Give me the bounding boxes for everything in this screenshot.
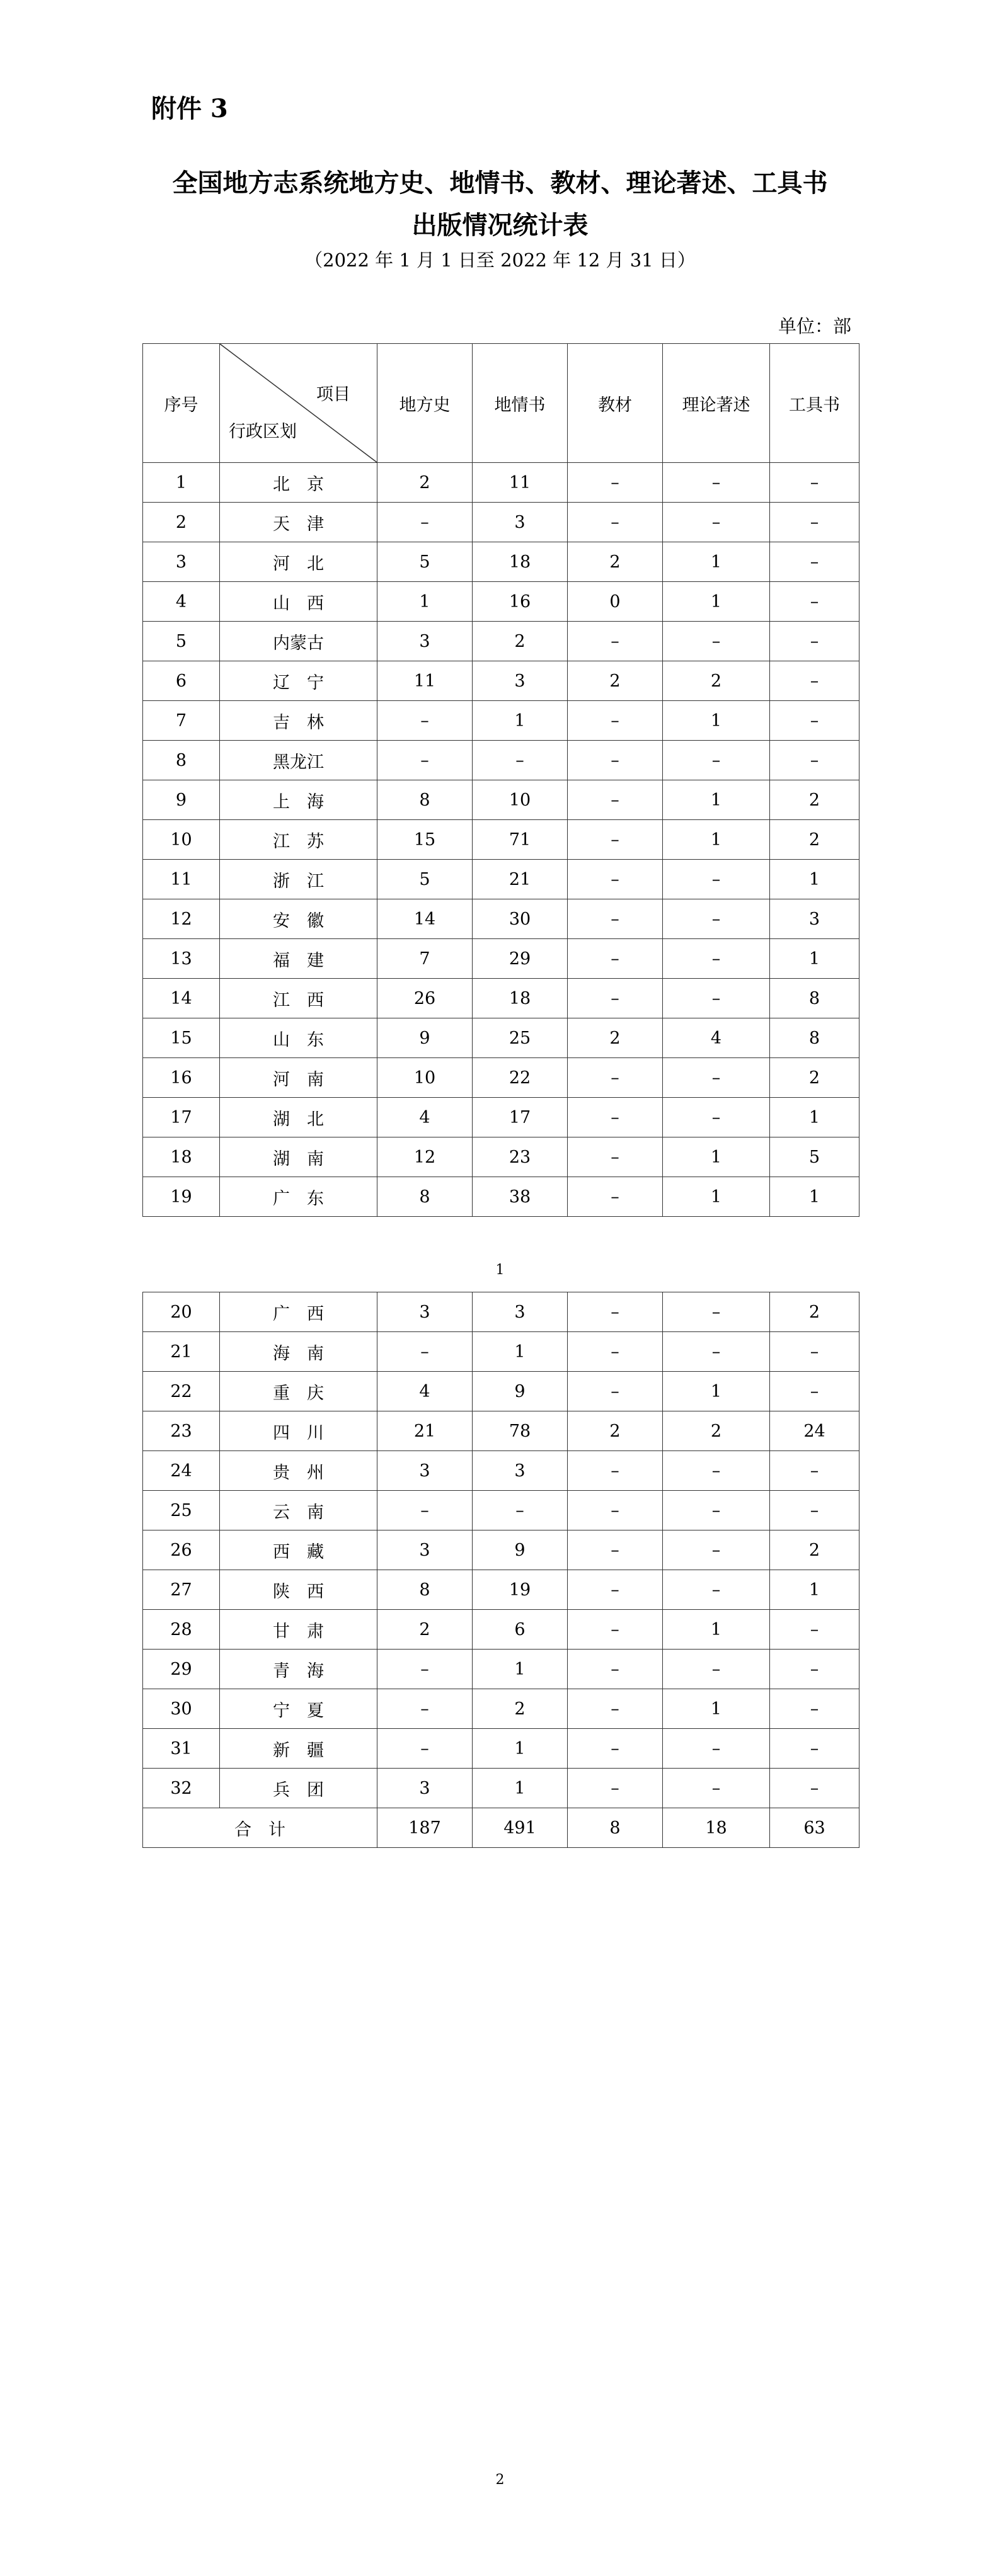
total-cell: 63 <box>770 1808 859 1848</box>
row-seq: 9 <box>143 780 220 820</box>
row-seq: 7 <box>143 701 220 741</box>
row-seq: 24 <box>143 1451 220 1491</box>
cell-theory-works: 2 <box>663 661 770 701</box>
row-region: 内蒙古 <box>220 622 377 661</box>
row-seq: 1 <box>143 463 220 503</box>
row-region: 山 西 <box>220 582 377 622</box>
cell-local-info-books: 38 <box>473 1177 568 1217</box>
row-seq: 13 <box>143 939 220 979</box>
diagonal-line <box>220 344 377 462</box>
row-seq: 23 <box>143 1411 220 1451</box>
row-seq: 6 <box>143 661 220 701</box>
table-row <box>143 463 859 503</box>
cell-local-history: 3 <box>377 1769 473 1808</box>
row-seq: 18 <box>143 1137 220 1177</box>
header-textbooks: 教材 <box>568 344 663 463</box>
cell-theory-works: – <box>663 1769 770 1808</box>
cell-reference-books: – <box>770 1650 859 1689</box>
cell-textbooks: – <box>568 1729 663 1769</box>
cell-local-info-books: 1 <box>473 1769 568 1808</box>
row-seq: 25 <box>143 1491 220 1530</box>
row-region: 安 徽 <box>220 899 377 939</box>
cell-local-info-books: 10 <box>473 780 568 820</box>
cell-textbooks: – <box>568 463 663 503</box>
cell-local-info-books: 6 <box>473 1610 568 1650</box>
row-region: 西 藏 <box>220 1530 377 1570</box>
cell-textbooks: – <box>568 1570 663 1610</box>
row-seq: 30 <box>143 1689 220 1729</box>
row-seq: 20 <box>143 1292 220 1332</box>
row-region: 吉 林 <box>220 701 377 741</box>
cell-theory-works: – <box>663 1729 770 1769</box>
cell-theory-works: – <box>663 1570 770 1610</box>
cell-reference-books: – <box>770 1769 859 1808</box>
cell-textbooks: 2 <box>568 661 663 701</box>
cell-reference-books: 2 <box>770 1530 859 1570</box>
table-row <box>143 1372 859 1411</box>
cell-theory-works: 1 <box>663 820 770 860</box>
row-seq: 32 <box>143 1769 220 1808</box>
cell-textbooks: – <box>568 1098 663 1137</box>
cell-textbooks: – <box>568 1451 663 1491</box>
table-row <box>143 1332 859 1372</box>
cell-theory-works: 1 <box>663 582 770 622</box>
cell-local-history: 3 <box>377 1451 473 1491</box>
cell-local-info-books: – <box>473 1491 568 1530</box>
cell-local-history: 8 <box>377 780 473 820</box>
row-region: 江 西 <box>220 979 377 1018</box>
cell-reference-books: – <box>770 1451 859 1491</box>
cell-reference-books: 5 <box>770 1137 859 1177</box>
cell-reference-books: 24 <box>770 1411 859 1451</box>
cell-textbooks: – <box>568 1137 663 1177</box>
cell-local-info-books: 71 <box>473 820 568 860</box>
cell-local-history: – <box>377 503 473 542</box>
cell-local-info-books: 29 <box>473 939 568 979</box>
row-region: 新 疆 <box>220 1729 377 1769</box>
cell-reference-books: – <box>770 503 859 542</box>
cell-local-history: 3 <box>377 1530 473 1570</box>
cell-local-info-books: 9 <box>473 1372 568 1411</box>
cell-textbooks: – <box>568 1769 663 1808</box>
cell-reference-books: 2 <box>770 780 859 820</box>
cell-theory-works: – <box>663 1530 770 1570</box>
cell-theory-works: – <box>663 1650 770 1689</box>
total-cell: 8 <box>568 1808 663 1848</box>
table-row <box>143 1292 859 1332</box>
header-diagonal-cell <box>220 344 377 463</box>
cell-local-history: 4 <box>377 1098 473 1137</box>
cell-local-info-books: 3 <box>473 1451 568 1491</box>
row-region: 云 南 <box>220 1491 377 1530</box>
cell-local-history: – <box>377 741 473 780</box>
table-row <box>143 701 859 741</box>
cell-textbooks: 2 <box>568 542 663 582</box>
table-row <box>143 741 859 780</box>
cell-theory-works: – <box>663 741 770 780</box>
cell-theory-works: – <box>663 463 770 503</box>
row-region: 宁 夏 <box>220 1689 377 1729</box>
cell-local-history: 2 <box>377 463 473 503</box>
cell-textbooks: – <box>568 939 663 979</box>
cell-local-history: 7 <box>377 939 473 979</box>
cell-local-history: 1 <box>377 582 473 622</box>
cell-reference-books: 2 <box>770 1292 859 1332</box>
cell-local-info-books: 30 <box>473 899 568 939</box>
cell-textbooks: – <box>568 1332 663 1372</box>
cell-local-info-books: 17 <box>473 1098 568 1137</box>
cell-theory-works: 1 <box>663 701 770 741</box>
cell-local-history: 14 <box>377 899 473 939</box>
cell-textbooks: – <box>568 503 663 542</box>
cell-local-info-books: 23 <box>473 1137 568 1177</box>
cell-textbooks: – <box>568 979 663 1018</box>
row-seq: 5 <box>143 622 220 661</box>
header-region: 行政区划 <box>229 422 297 442</box>
row-region: 广 西 <box>220 1292 377 1332</box>
cell-theory-works: 2 <box>663 1411 770 1451</box>
cell-local-info-books: – <box>473 741 568 780</box>
row-seq: 12 <box>143 899 220 939</box>
cell-local-info-books: 18 <box>473 542 568 582</box>
table-row <box>143 542 859 582</box>
attachment-label: 附件 3 <box>151 94 228 123</box>
cell-textbooks: 2 <box>568 1411 663 1451</box>
cell-local-info-books: 9 <box>473 1530 568 1570</box>
row-region: 重 庆 <box>220 1372 377 1411</box>
cell-reference-books: – <box>770 1689 859 1729</box>
cell-theory-works: – <box>663 899 770 939</box>
cell-textbooks: – <box>568 1650 663 1689</box>
cell-reference-books: – <box>770 1332 859 1372</box>
table-row <box>143 979 859 1018</box>
row-region: 山 东 <box>220 1018 377 1058</box>
cell-textbooks: – <box>568 899 663 939</box>
row-region: 甘 肃 <box>220 1610 377 1650</box>
cell-reference-books: – <box>770 741 859 780</box>
cell-local-info-books: 1 <box>473 1650 568 1689</box>
row-region: 河 南 <box>220 1058 377 1098</box>
cell-theory-works: 1 <box>663 780 770 820</box>
cell-local-history: 8 <box>377 1570 473 1610</box>
row-region: 江 苏 <box>220 820 377 860</box>
cell-local-history: – <box>377 1650 473 1689</box>
row-seq: 22 <box>143 1372 220 1411</box>
table-row <box>143 1769 859 1808</box>
cell-local-info-books: 3 <box>473 661 568 701</box>
cell-reference-books: – <box>770 582 859 622</box>
cell-theory-works: – <box>663 503 770 542</box>
table-row <box>143 622 859 661</box>
row-seq: 28 <box>143 1610 220 1650</box>
table-row <box>143 899 859 939</box>
row-seq: 2 <box>143 503 220 542</box>
table-row <box>143 661 859 701</box>
table-row <box>143 1570 859 1610</box>
document-title-line-1: 全国地方志系统地方史、地情书、教材、理论著述、工具书 <box>172 168 828 198</box>
header-theory-works: 理论著述 <box>663 344 770 463</box>
table-row <box>143 1491 859 1530</box>
row-seq: 14 <box>143 979 220 1018</box>
cell-local-info-books: 78 <box>473 1411 568 1451</box>
cell-textbooks: – <box>568 1491 663 1530</box>
cell-theory-works: – <box>663 1098 770 1137</box>
header-item: 项目 <box>316 385 350 404</box>
row-region: 贵 州 <box>220 1451 377 1491</box>
table-row <box>143 1137 859 1177</box>
cell-local-info-books: 2 <box>473 1689 568 1729</box>
date-range: （2022 年 1 月 1 日至 2022 年 12 月 31 日） <box>304 249 696 271</box>
row-seq: 27 <box>143 1570 220 1610</box>
cell-local-info-books: 3 <box>473 1292 568 1332</box>
cell-local-history: 5 <box>377 860 473 899</box>
cell-local-info-books: 11 <box>473 463 568 503</box>
cell-reference-books: 1 <box>770 939 859 979</box>
row-region: 上 海 <box>220 780 377 820</box>
cell-theory-works: – <box>663 622 770 661</box>
cell-theory-works: 4 <box>663 1018 770 1058</box>
table-row <box>143 860 859 899</box>
table-row <box>143 1411 859 1451</box>
header-reference-books: 工具书 <box>770 344 859 463</box>
row-seq: 16 <box>143 1058 220 1098</box>
row-region: 青 海 <box>220 1650 377 1689</box>
cell-theory-works: – <box>663 860 770 899</box>
page-number: 1 <box>495 1262 505 1278</box>
table-row <box>143 1451 859 1491</box>
cell-theory-works: 1 <box>663 1372 770 1411</box>
table-row <box>143 1098 859 1137</box>
table-row <box>143 1018 859 1058</box>
row-region: 浙 江 <box>220 860 377 899</box>
cell-local-info-books: 19 <box>473 1570 568 1610</box>
cell-local-history: 8 <box>377 1177 473 1217</box>
cell-theory-works: 1 <box>663 1689 770 1729</box>
cell-reference-books: – <box>770 1372 859 1411</box>
row-region: 福 建 <box>220 939 377 979</box>
cell-reference-books: 1 <box>770 1177 859 1217</box>
row-region: 四 川 <box>220 1411 377 1451</box>
cell-theory-works: 1 <box>663 1610 770 1650</box>
cell-textbooks: – <box>568 860 663 899</box>
cell-local-history: 2 <box>377 1610 473 1650</box>
cell-local-history: 21 <box>377 1411 473 1451</box>
cell-theory-works: – <box>663 1451 770 1491</box>
cell-local-info-books: 18 <box>473 979 568 1018</box>
statistics-table-part-1 <box>142 343 859 1217</box>
table-header-row <box>143 344 859 463</box>
table-row <box>143 1650 859 1689</box>
cell-local-history: – <box>377 1689 473 1729</box>
row-seq: 29 <box>143 1650 220 1689</box>
row-region: 北 京 <box>220 463 377 503</box>
cell-reference-books: 1 <box>770 1098 859 1137</box>
row-seq: 8 <box>143 741 220 780</box>
cell-reference-books: – <box>770 1729 859 1769</box>
cell-local-history: 11 <box>377 661 473 701</box>
table-row <box>143 1610 859 1650</box>
row-seq: 3 <box>143 542 220 582</box>
cell-reference-books: 8 <box>770 1018 859 1058</box>
cell-textbooks: – <box>568 741 663 780</box>
page-number: 2 <box>495 2472 505 2488</box>
document-title-line-2: 出版情况统计表 <box>411 210 589 240</box>
cell-reference-books: – <box>770 661 859 701</box>
row-seq: 26 <box>143 1530 220 1570</box>
cell-local-history: 4 <box>377 1372 473 1411</box>
table-row <box>143 1058 859 1098</box>
table-row <box>143 503 859 542</box>
row-seq: 10 <box>143 820 220 860</box>
total-cell: 491 <box>473 1808 568 1848</box>
cell-theory-works: – <box>663 979 770 1018</box>
cell-local-history: – <box>377 1491 473 1530</box>
row-seq: 31 <box>143 1729 220 1769</box>
cell-reference-books: – <box>770 1491 859 1530</box>
row-seq: 11 <box>143 860 220 899</box>
total-cell: 187 <box>377 1808 473 1848</box>
cell-theory-works: – <box>663 1491 770 1530</box>
cell-local-info-books: 1 <box>473 701 568 741</box>
table-row <box>143 939 859 979</box>
cell-local-info-books: 21 <box>473 860 568 899</box>
row-seq: 4 <box>143 582 220 622</box>
cell-reference-books: 2 <box>770 1058 859 1098</box>
row-seq: 15 <box>143 1018 220 1058</box>
cell-local-history: – <box>377 1729 473 1769</box>
cell-local-history: 15 <box>377 820 473 860</box>
table-row <box>143 582 859 622</box>
row-region: 河 北 <box>220 542 377 582</box>
cell-reference-books: – <box>770 701 859 741</box>
row-region: 湖 南 <box>220 1137 377 1177</box>
cell-local-info-books: 25 <box>473 1018 568 1058</box>
cell-local-history: 26 <box>377 979 473 1018</box>
cell-textbooks: – <box>568 701 663 741</box>
cell-textbooks: – <box>568 780 663 820</box>
header-local-history: 地方史 <box>377 344 473 463</box>
cell-textbooks: 0 <box>568 582 663 622</box>
cell-reference-books: 3 <box>770 899 859 939</box>
cell-theory-works: – <box>663 1292 770 1332</box>
table-row <box>143 1177 859 1217</box>
cell-local-history: 10 <box>377 1058 473 1098</box>
table-row <box>143 820 859 860</box>
cell-textbooks: – <box>568 1689 663 1729</box>
total-cell: 18 <box>663 1808 770 1848</box>
cell-local-info-books: 1 <box>473 1332 568 1372</box>
cell-textbooks: – <box>568 1177 663 1217</box>
row-region: 黑龙江 <box>220 741 377 780</box>
cell-reference-books: – <box>770 542 859 582</box>
cell-theory-works: 1 <box>663 1177 770 1217</box>
row-seq: 17 <box>143 1098 220 1137</box>
cell-local-info-books: 22 <box>473 1058 568 1098</box>
cell-theory-works: – <box>663 1058 770 1098</box>
row-region: 湖 北 <box>220 1098 377 1137</box>
unit-label: 单位：部 <box>778 316 851 337</box>
cell-textbooks: – <box>568 1292 663 1332</box>
cell-local-history: 12 <box>377 1137 473 1177</box>
cell-local-history: 5 <box>377 542 473 582</box>
statistics-table-part-2 <box>142 1292 859 1848</box>
row-region: 海 南 <box>220 1332 377 1372</box>
cell-textbooks: – <box>568 1530 663 1570</box>
row-region: 广 东 <box>220 1177 377 1217</box>
row-region: 天 津 <box>220 503 377 542</box>
cell-textbooks: – <box>568 820 663 860</box>
cell-reference-books: 1 <box>770 860 859 899</box>
cell-local-info-books: 1 <box>473 1729 568 1769</box>
cell-reference-books: – <box>770 622 859 661</box>
cell-textbooks: – <box>568 622 663 661</box>
cell-textbooks: – <box>568 1372 663 1411</box>
header-seq: 序号 <box>143 344 220 463</box>
cell-reference-books: 1 <box>770 1570 859 1610</box>
cell-textbooks: – <box>568 1610 663 1650</box>
cell-local-history: 3 <box>377 1292 473 1332</box>
cell-local-history: 9 <box>377 1018 473 1058</box>
cell-local-history: 3 <box>377 622 473 661</box>
cell-reference-books: – <box>770 1610 859 1650</box>
cell-textbooks: 2 <box>568 1018 663 1058</box>
cell-local-history: – <box>377 701 473 741</box>
cell-theory-works: 1 <box>663 542 770 582</box>
header-local-info-books: 地情书 <box>473 344 568 463</box>
cell-local-info-books: 2 <box>473 622 568 661</box>
table-row <box>143 780 859 820</box>
cell-local-info-books: 3 <box>473 503 568 542</box>
total-row <box>143 1808 859 1848</box>
cell-local-history: – <box>377 1332 473 1372</box>
cell-local-info-books: 16 <box>473 582 568 622</box>
row-region: 兵 团 <box>220 1769 377 1808</box>
cell-theory-works: – <box>663 1332 770 1372</box>
cell-theory-works: – <box>663 939 770 979</box>
row-region: 陕 西 <box>220 1570 377 1610</box>
cell-reference-books: 8 <box>770 979 859 1018</box>
cell-reference-books: 2 <box>770 820 859 860</box>
row-seq: 21 <box>143 1332 220 1372</box>
cell-theory-works: 1 <box>663 1137 770 1177</box>
total-label: 合 计 <box>143 1808 377 1848</box>
cell-textbooks: – <box>568 1058 663 1098</box>
row-region: 辽 宁 <box>220 661 377 701</box>
cell-reference-books: – <box>770 463 859 503</box>
row-seq: 19 <box>143 1177 220 1217</box>
table-row <box>143 1729 859 1769</box>
table-row <box>143 1530 859 1570</box>
table-row <box>143 1689 859 1729</box>
